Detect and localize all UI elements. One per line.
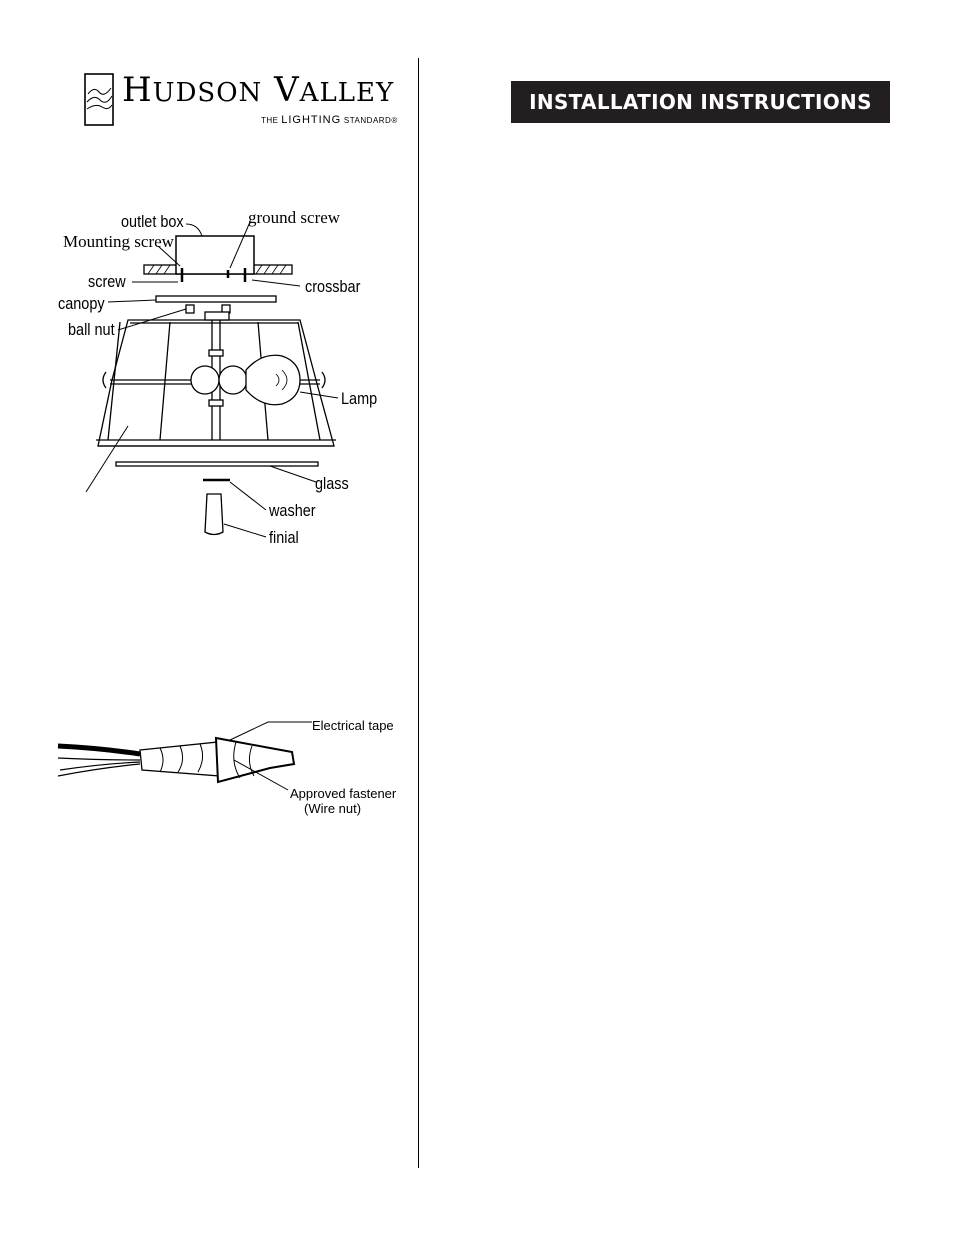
label-ground-screw: ground screw xyxy=(248,208,341,227)
label-wire-nut: (Wire nut) xyxy=(304,801,362,816)
label-outlet-box: outlet box xyxy=(121,212,184,231)
brand-name: HUDSON VALLEY xyxy=(122,70,395,110)
brand-tagline: THE LIGHTING STANDARD® xyxy=(261,114,398,126)
label-canopy: canopy xyxy=(58,294,105,313)
label-washer: washer xyxy=(269,501,316,520)
label-crossbar: crossbar xyxy=(305,277,361,296)
label-screw: screw xyxy=(88,272,126,291)
page-title-banner xyxy=(511,81,890,123)
label-lamp: Lamp xyxy=(341,389,378,408)
label-electrical-tape: Electrical tape xyxy=(312,718,394,733)
wire-connection-diagram xyxy=(0,0,420,840)
label-mounting-screw: Mounting screw xyxy=(63,232,174,251)
label-approved-fastener: Approved fastener xyxy=(290,786,397,801)
page-title: INSTALLATION INSTRUCTIONS xyxy=(529,90,872,114)
label-glass: glass xyxy=(315,474,349,493)
label-ball-nut: ball nut xyxy=(68,320,115,339)
label-finial: finial xyxy=(269,528,299,547)
